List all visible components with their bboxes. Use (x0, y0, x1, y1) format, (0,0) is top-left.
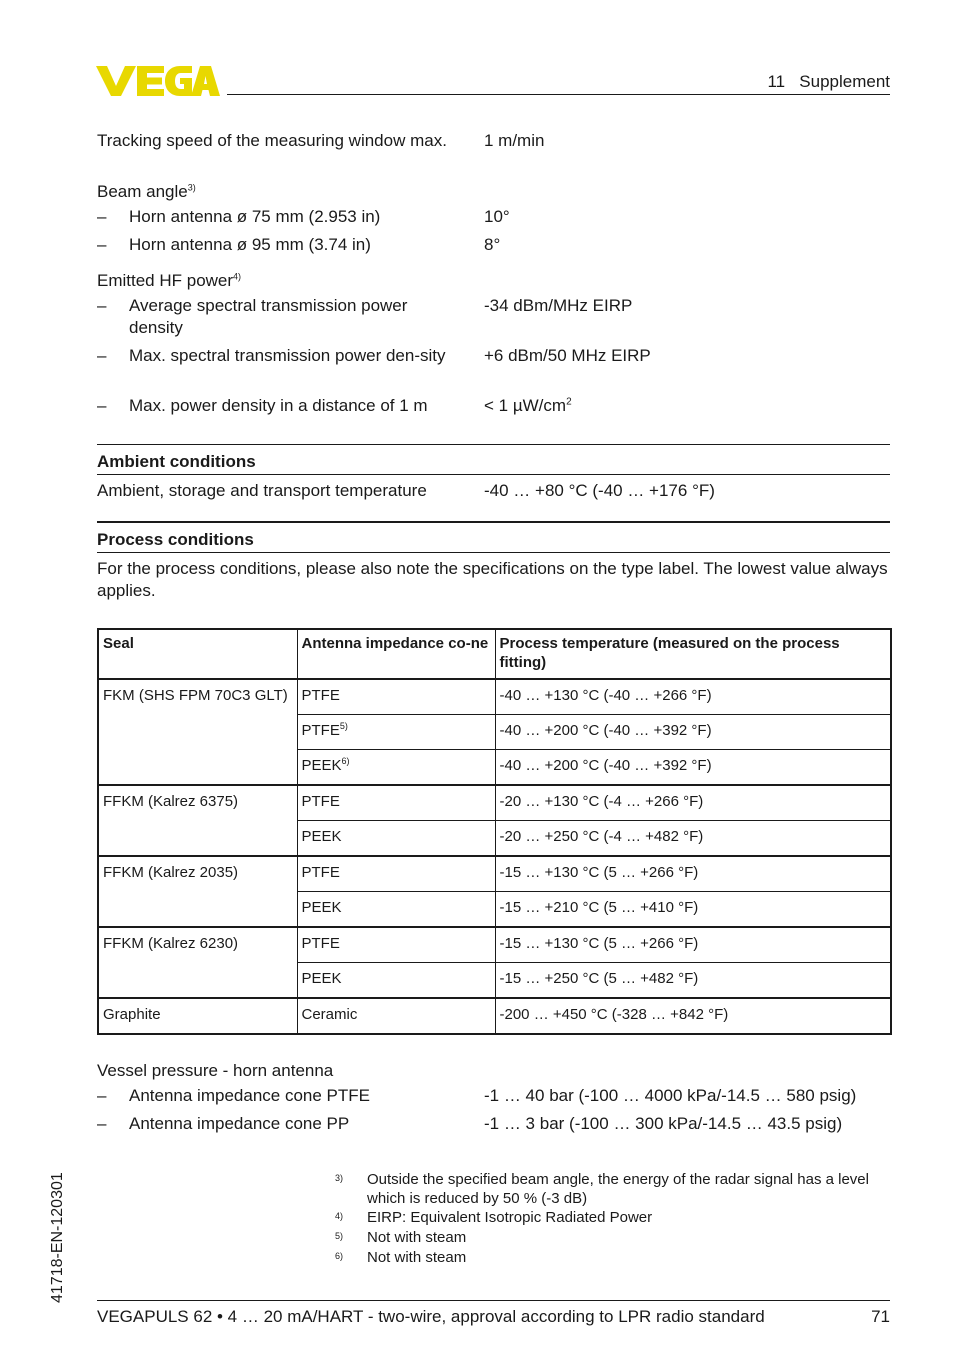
hf-label-text: Emitted HF power (97, 271, 234, 290)
table-header-row (98, 629, 891, 679)
cone-text: PTFE (301, 722, 340, 739)
footnote-text: EIRP: Equivalent Isotropic Radiated Power (367, 1209, 653, 1226)
process-temperature-table (97, 628, 892, 1035)
cone-footnote-ref: 5) (339, 721, 348, 731)
col-header-temperature: Process temperature (measured on the process fitting) (495, 629, 891, 679)
beam-dash-2: – (97, 235, 107, 254)
temperature-cell: -15 … +250 °C (5 … +482 °F) (495, 963, 891, 999)
page-number: 71 (871, 1307, 890, 1326)
beam-label (97, 181, 196, 203)
seal-cell: FFKM (Kalrez 2035) (98, 856, 297, 927)
cone-cell: PEEK (297, 963, 495, 999)
footnote-number: 3) (335, 1173, 344, 1183)
vessel-label: Vessel pressure - horn antenna (97, 1061, 334, 1080)
temperature-cell: -40 … +130 °C (-40 … +266 °F) (495, 679, 891, 715)
header-rule (227, 94, 890, 95)
footer-title: VEGAPULS 62 • 4 … 20 mA/HART - two-wire, approval according to LPR radio standard (97, 1307, 765, 1326)
process-note: For the process conditions, please also note the specifications on the type label. The lowest value always applies. (97, 559, 888, 600)
tracking-value: 1 m/min (484, 131, 545, 150)
beam-item-value: 8° (484, 235, 501, 254)
cone-text: PEEK (301, 757, 342, 774)
hf-item-value: +6 dBm/50 MHz EIRP (484, 346, 651, 365)
table-row (98, 998, 891, 1034)
table-row (98, 785, 891, 821)
cone-cell (297, 750, 495, 786)
tracking-label: Tracking speed of the measuring window max. (97, 131, 447, 150)
temperature-cell: -15 … +210 °C (5 … +410 °F) (495, 892, 891, 928)
table-row (98, 679, 891, 715)
document-id: 41718-EN-120301 (49, 1172, 66, 1303)
footnote-text: Outside the specified beam angle, the energy of the radar signal has a level which is reduced by 50 % (-3 dB) (367, 1171, 869, 1207)
ambient-heading-rule (97, 474, 890, 475)
hf-item-value (484, 395, 572, 417)
hf-dash-1: – (97, 296, 107, 315)
process-top-rule (97, 521, 890, 523)
footnote-number: 4) (335, 1211, 344, 1221)
temperature-cell: -40 … +200 °C (-40 … +392 °F) (495, 715, 891, 750)
cone-cell: PTFE (297, 927, 495, 963)
footnote-text: Not with steam (367, 1229, 467, 1246)
process-heading: Process conditions (97, 530, 254, 549)
table-row (98, 856, 891, 892)
cone-cell: PEEK (297, 892, 495, 928)
power-density-exponent: 2 (566, 396, 572, 408)
seal-cell: Graphite (98, 998, 297, 1034)
process-heading-rule (97, 552, 890, 553)
beam-dash-1: – (97, 207, 107, 226)
beam-item-label: Horn antenna ø 75 mm (2.953 in) (129, 207, 381, 226)
vega-logo (96, 64, 220, 98)
beam-footnote-ref: 3) (187, 182, 196, 193)
temperature-cell: -20 … +250 °C (-4 … +482 °F) (495, 821, 891, 857)
ambient-label: Ambient, storage and transport temperature (97, 481, 427, 500)
hf-footnote-ref: 4) (233, 271, 242, 282)
temperature-cell: -15 … +130 °C (5 … +266 °F) (495, 856, 891, 892)
footnote-text: Not with steam (367, 1249, 467, 1266)
temperature-cell: -15 … +130 °C (5 … +266 °F) (495, 927, 891, 963)
cone-cell: PEEK (297, 821, 495, 857)
cone-cell (297, 715, 495, 750)
vessel-item-value: -1 … 3 bar (-100 … 300 kPa/-14.5 … 43.5 psig) (484, 1114, 843, 1133)
beam-item-value: 10° (484, 207, 510, 226)
cone-cell: Ceramic (297, 998, 495, 1034)
power-density-value: < 1 µW/cm (484, 396, 567, 415)
ambient-heading: Ambient conditions (97, 452, 256, 471)
ambient-top-rule (97, 444, 890, 445)
col-header-cone: Antenna impedance co-ne (297, 629, 495, 679)
hf-label (97, 270, 241, 292)
cone-cell: PTFE (297, 856, 495, 892)
vessel-dash-1: – (97, 1086, 107, 1105)
ambient-value: -40 … +80 °C (-40 … +176 °F) (484, 481, 715, 500)
hf-item-label: Average spectral transmission power density (129, 296, 408, 337)
seal-cell: FFKM (Kalrez 6230) (98, 927, 297, 998)
vessel-item-label: Antenna impedance cone PTFE (129, 1086, 370, 1105)
seal-cell: FFKM (Kalrez 6375) (98, 785, 297, 856)
cone-cell: PTFE (297, 785, 495, 821)
vessel-dash-2: – (97, 1114, 107, 1133)
footer-rule (97, 1300, 890, 1301)
temperature-cell: -40 … +200 °C (-40 … +392 °F) (495, 750, 891, 786)
temperature-cell: -20 … +130 °C (-4 … +266 °F) (495, 785, 891, 821)
footnote-number: 5) (335, 1231, 344, 1241)
hf-dash-2: – (97, 346, 107, 365)
vessel-item-value: -1 … 40 bar (-100 … 4000 kPa/-14.5 … 580 psig) (484, 1086, 857, 1105)
hf-item-label: Max. spectral transmission power den-sity (129, 346, 446, 365)
beam-item-label: Horn antenna ø 95 mm (3.74 in) (129, 235, 371, 254)
col-header-seal: Seal (98, 629, 297, 679)
hf-item-value: -34 dBm/MHz EIRP (484, 296, 633, 315)
beam-label-text: Beam angle (97, 182, 188, 201)
vessel-item-label: Antenna impedance cone PP (129, 1114, 350, 1133)
hf-item-label: Max. power density in a distance of 1 m (129, 396, 428, 415)
hf-dash-3: – (97, 396, 107, 415)
cone-footnote-ref: 6) (341, 756, 350, 766)
temperature-cell: -200 … +450 °C (-328 … +842 °F) (495, 998, 891, 1034)
cone-cell: PTFE (297, 679, 495, 715)
table-row (98, 927, 891, 963)
seal-cell: FKM (SHS FPM 70C3 GLT) (98, 679, 297, 785)
header-section: 11 Supplement (767, 72, 890, 91)
footnote-number: 6) (335, 1251, 344, 1261)
